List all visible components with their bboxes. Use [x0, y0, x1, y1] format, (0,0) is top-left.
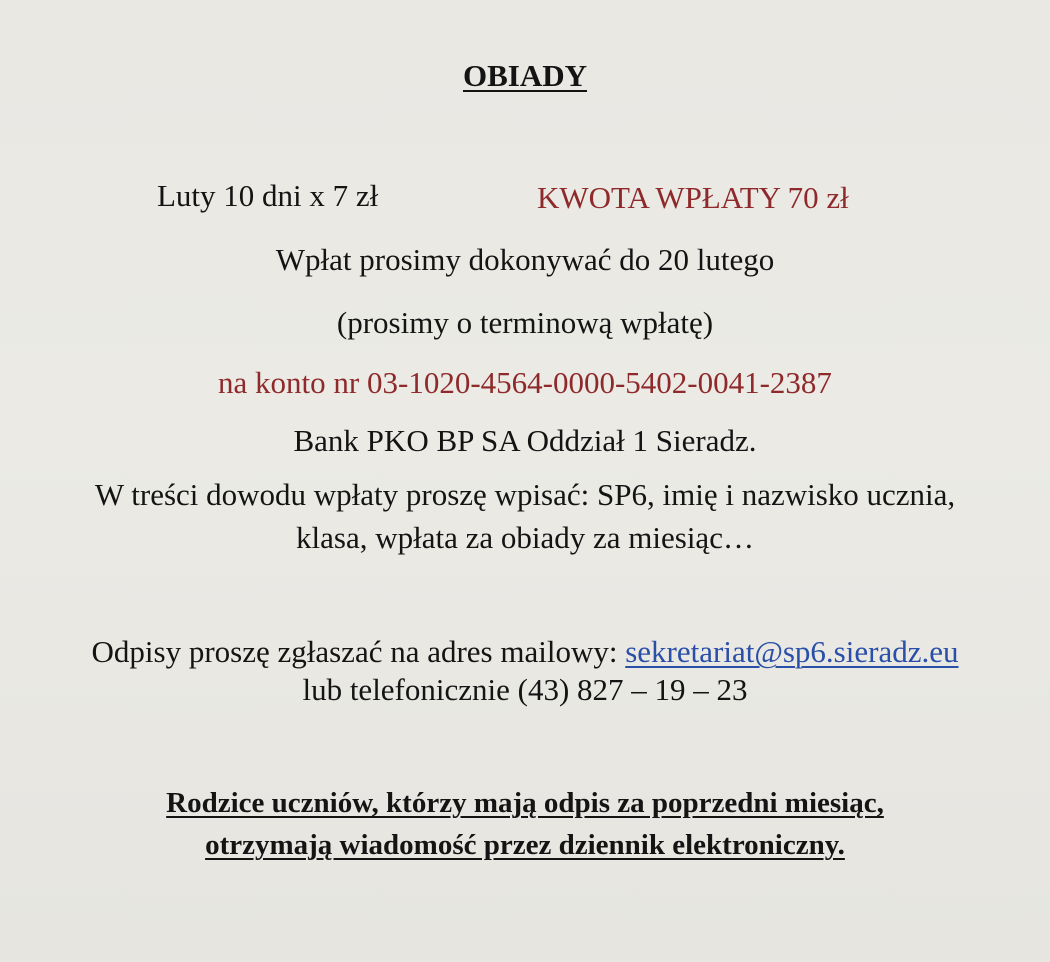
transfer-title-instruction-line1: W treści dowodu wpłaty proszę wpisać: SP6, imię i nazwisko ucznia, [94, 477, 956, 512]
bank-name: Bank PKO BP SA Oddział 1 Sieradz. [293, 423, 757, 458]
email-link[interactable]: sekretariat@sp6.sieradz.eu [625, 634, 959, 669]
deductions-text: Odpisy proszę zgłaszać na adres mailowy: [91, 634, 626, 669]
page-title: OBIADY [462, 58, 587, 93]
deductions-line [0, 634, 1050, 670]
timely-payment-request: (prosimy o terminową wpłatę) [336, 305, 714, 340]
month-calculation: Luty 10 dni x 7 zł [157, 178, 379, 213]
payment-amount: KWOTA WPŁATY 70 zł [537, 180, 849, 215]
transfer-title-instruction-line2: klasa, wpłata za obiady za miesiąc… [296, 520, 754, 555]
notice-line2: otrzymają wiadomość przez dziennik elektroniczny. [205, 829, 845, 861]
notice-line1: Rodzice uczniów, którzy mają odpis za poprzedni miesiąc, [166, 787, 884, 819]
phone-line: lub telefonicznie (43) 827 – 19 – 23 [302, 672, 748, 707]
account-number: na konto nr 03-1020-4564-0000-5402-0041-2387 [218, 365, 832, 400]
payment-deadline: Wpłat prosimy dokonywać do 20 lutego [275, 242, 775, 277]
